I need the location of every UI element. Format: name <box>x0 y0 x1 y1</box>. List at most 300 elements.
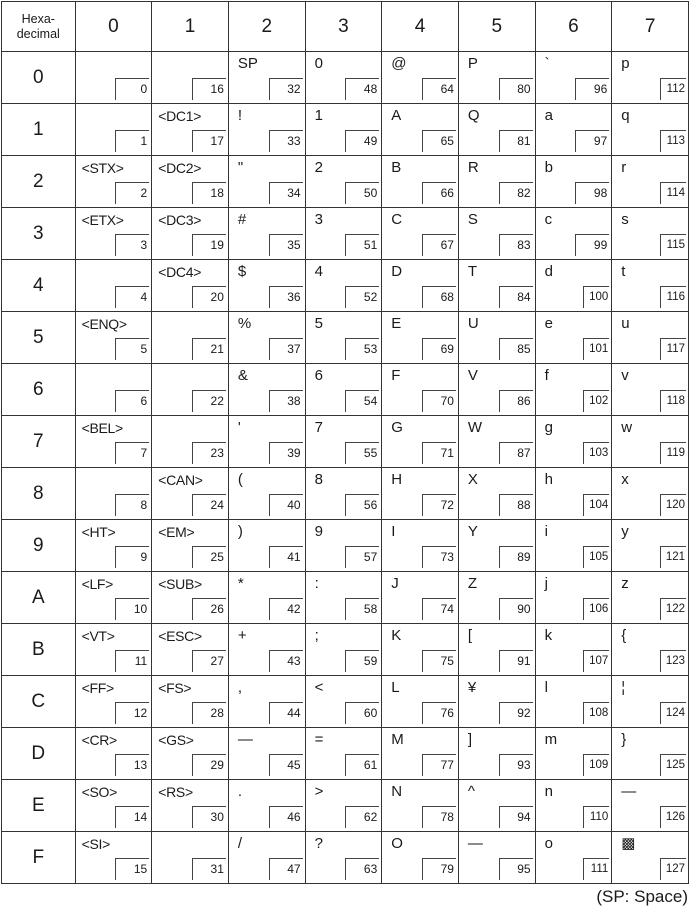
decimal-value: 75 <box>422 650 456 672</box>
decimal-value: 26 <box>192 598 226 620</box>
table-row <box>2 416 689 468</box>
character-label: = <box>314 731 324 748</box>
decimal-value: 103 <box>583 442 609 464</box>
table-body <box>2 52 689 884</box>
row-header: D <box>2 728 76 780</box>
character-label: D <box>391 263 403 280</box>
code-cell <box>612 468 689 520</box>
code-cell <box>228 624 305 676</box>
code-cell <box>75 728 152 780</box>
table-row <box>2 260 689 312</box>
character-label: <DC1> <box>158 108 202 124</box>
character-label: SP <box>237 55 258 72</box>
character-label: c <box>544 211 553 228</box>
character-label: k <box>544 627 553 644</box>
character-label: — <box>467 835 483 852</box>
decimal-value: 64 <box>422 78 456 100</box>
decimal-value: 6 <box>115 390 149 412</box>
character-label: <RS> <box>158 784 193 800</box>
row-header: 9 <box>2 520 76 572</box>
decimal-value: 7 <box>115 442 149 464</box>
decimal-value: 120 <box>660 494 686 516</box>
decimal-value: 122 <box>660 598 686 620</box>
decimal-value: 12 <box>115 702 149 724</box>
footnote: (SP: Space) <box>596 887 688 906</box>
character-label: ? <box>314 835 323 852</box>
character-label: <STX> <box>81 160 124 176</box>
character-label: <ETX> <box>81 212 124 228</box>
decimal-value: 52 <box>345 286 379 308</box>
character-label: l <box>544 679 548 696</box>
code-cell <box>382 780 459 832</box>
character-label: <VT> <box>81 628 115 644</box>
decimal-value: 92 <box>499 702 533 724</box>
character-label: 2 <box>314 159 323 176</box>
code-cell <box>458 416 535 468</box>
code-cell <box>152 208 229 260</box>
code-cell <box>305 728 382 780</box>
code-cell <box>382 208 459 260</box>
character-code-table <box>1 1 689 884</box>
code-cell <box>382 468 459 520</box>
character-label: Z <box>467 575 478 592</box>
code-cell <box>152 676 229 728</box>
character-label: G <box>391 419 403 436</box>
code-cell <box>75 832 152 884</box>
decimal-value: 31 <box>192 858 226 880</box>
decimal-value: 97 <box>575 130 609 152</box>
table-row <box>2 52 689 104</box>
code-cell <box>612 728 689 780</box>
decimal-value: 95 <box>499 858 533 880</box>
code-cell <box>152 364 229 416</box>
code-cell <box>382 520 459 572</box>
character-label: i <box>544 523 548 540</box>
code-cell <box>382 676 459 728</box>
row-header: A <box>2 572 76 624</box>
code-cell <box>75 416 152 468</box>
code-cell <box>228 52 305 104</box>
decimal-value: 110 <box>583 806 609 828</box>
decimal-value: 38 <box>269 390 303 412</box>
decimal-value: 111 <box>583 858 609 880</box>
code-cell <box>382 364 459 416</box>
character-label: z <box>621 575 629 592</box>
character-label: m <box>544 731 558 748</box>
character-label: ; <box>314 627 319 644</box>
character-label: <FS> <box>158 680 192 696</box>
character-label: <BEL> <box>81 420 123 436</box>
code-cell <box>305 208 382 260</box>
table-row <box>2 104 689 156</box>
code-cell <box>458 208 535 260</box>
table-row <box>2 208 689 260</box>
table-row <box>2 780 689 832</box>
code-cell <box>152 416 229 468</box>
decimal-value: 113 <box>660 130 686 152</box>
code-cell <box>382 52 459 104</box>
decimal-value: 57 <box>345 546 379 568</box>
code-cell <box>458 364 535 416</box>
decimal-value: 35 <box>269 234 303 256</box>
character-label: n <box>544 783 553 800</box>
code-cell <box>535 624 612 676</box>
character-label: P <box>467 55 478 72</box>
corner-line-1: Hexa- <box>21 11 55 26</box>
code-cell <box>458 468 535 520</box>
character-label: R <box>467 159 479 176</box>
character-label: ¦ <box>621 679 626 696</box>
character-label: & <box>237 367 248 384</box>
code-cell <box>305 156 382 208</box>
code-cell <box>305 832 382 884</box>
character-label: <ESC> <box>158 628 202 644</box>
character-label: ( <box>237 471 243 488</box>
decimal-value: 66 <box>422 182 456 204</box>
decimal-value: 78 <box>422 806 456 828</box>
character-label: 7 <box>314 419 323 436</box>
decimal-value: 2 <box>115 182 149 204</box>
code-cell <box>458 156 535 208</box>
decimal-value: 3 <box>115 234 149 256</box>
character-label: <CR> <box>81 732 117 748</box>
character-label: <SI> <box>81 836 110 852</box>
decimal-value: 98 <box>575 182 609 204</box>
code-cell <box>612 52 689 104</box>
decimal-value: 14 <box>115 806 149 828</box>
decimal-value: 76 <box>422 702 456 724</box>
decimal-value: 53 <box>345 338 379 360</box>
decimal-value: 86 <box>499 390 533 412</box>
code-cell <box>152 832 229 884</box>
decimal-value: 28 <box>192 702 226 724</box>
code-cell <box>75 572 152 624</box>
table-row <box>2 156 689 208</box>
character-label: V <box>467 367 478 384</box>
decimal-value: 23 <box>192 442 226 464</box>
character-label: T <box>467 263 478 280</box>
code-cell <box>382 312 459 364</box>
decimal-value: 104 <box>583 494 609 516</box>
decimal-value: 126 <box>660 806 686 828</box>
decimal-value: 24 <box>192 494 226 516</box>
code-cell <box>228 208 305 260</box>
character-label: v <box>621 367 629 384</box>
code-cell <box>75 104 152 156</box>
character-label: w <box>621 419 633 436</box>
code-cell <box>458 728 535 780</box>
decimal-value: 41 <box>269 546 303 568</box>
column-header: 5 <box>458 2 535 52</box>
column-header: 6 <box>535 2 612 52</box>
code-cell <box>228 832 305 884</box>
code-cell <box>305 780 382 832</box>
corner-line-2: decimal <box>16 26 60 41</box>
code-cell <box>535 780 612 832</box>
code-cell <box>612 832 689 884</box>
character-label: L <box>391 679 400 696</box>
decimal-value: 33 <box>269 130 303 152</box>
character-label: U <box>467 315 479 332</box>
character-label: — <box>237 731 253 748</box>
character-label: , <box>237 679 243 696</box>
code-cell <box>228 676 305 728</box>
row-header: 2 <box>2 156 76 208</box>
decimal-value: 123 <box>660 650 686 672</box>
code-cell <box>152 624 229 676</box>
code-cell <box>382 156 459 208</box>
code-cell <box>535 104 612 156</box>
code-cell <box>152 780 229 832</box>
decimal-value: 49 <box>345 130 379 152</box>
decimal-value: 67 <box>422 234 456 256</box>
decimal-value: 15 <box>115 858 149 880</box>
code-cell <box>458 572 535 624</box>
character-label: E <box>391 315 402 332</box>
character-label: + <box>237 627 247 644</box>
row-header: B <box>2 624 76 676</box>
row-header: 6 <box>2 364 76 416</box>
decimal-value: 102 <box>583 390 609 412</box>
character-label: I <box>391 523 396 540</box>
code-cell <box>458 520 535 572</box>
table-row <box>2 728 689 780</box>
character-label: ^ <box>467 783 475 800</box>
code-cell <box>535 52 612 104</box>
code-cell <box>228 364 305 416</box>
character-label: [ <box>467 627 473 644</box>
character-label: # <box>237 211 247 228</box>
character-label: h <box>544 471 553 488</box>
character-label: H <box>391 471 403 488</box>
decimal-value: 29 <box>192 754 226 776</box>
character-label: s <box>621 211 629 228</box>
character-label: b <box>544 159 553 176</box>
decimal-value: 99 <box>575 234 609 256</box>
decimal-value: 37 <box>269 338 303 360</box>
decimal-value: 109 <box>583 754 609 776</box>
character-label: : <box>314 575 319 592</box>
table-row <box>2 520 689 572</box>
table-row <box>2 572 689 624</box>
character-label: <SO> <box>81 784 117 800</box>
code-cell <box>305 520 382 572</box>
character-label: 6 <box>314 367 323 384</box>
character-label: N <box>391 783 403 800</box>
row-header: 4 <box>2 260 76 312</box>
decimal-value: 114 <box>660 182 686 204</box>
code-cell <box>535 728 612 780</box>
decimal-value: 80 <box>499 78 533 100</box>
code-cell <box>382 104 459 156</box>
decimal-value: 40 <box>269 494 303 516</box>
character-label: } <box>621 731 627 748</box>
code-cell <box>228 780 305 832</box>
table-row <box>2 624 689 676</box>
code-cell <box>612 676 689 728</box>
decimal-value: 60 <box>345 702 379 724</box>
code-cell <box>228 468 305 520</box>
decimal-value: 19 <box>192 234 226 256</box>
code-cell <box>305 52 382 104</box>
row-header: 5 <box>2 312 76 364</box>
decimal-value: 90 <box>499 598 533 620</box>
code-cell <box>535 416 612 468</box>
character-label: 9 <box>314 523 323 540</box>
character-label: <EM> <box>158 524 195 540</box>
code-cell <box>75 676 152 728</box>
character-label: A <box>391 107 402 124</box>
decimal-value: 20 <box>192 286 226 308</box>
character-label: f <box>544 367 549 384</box>
decimal-value: 88 <box>499 494 533 516</box>
character-label: u <box>621 315 630 332</box>
character-label: < <box>314 679 324 696</box>
decimal-value: 85 <box>499 338 533 360</box>
table-row <box>2 312 689 364</box>
decimal-value: 71 <box>422 442 456 464</box>
table-row <box>2 676 689 728</box>
character-label: g <box>544 419 553 436</box>
character-label: <GS> <box>158 732 194 748</box>
decimal-value: 1 <box>115 130 149 152</box>
character-label: x <box>621 471 629 488</box>
code-cell <box>305 572 382 624</box>
character-label: M <box>391 731 404 748</box>
character-label: * <box>237 575 244 592</box>
row-header: C <box>2 676 76 728</box>
code-cell <box>535 572 612 624</box>
decimal-value: 18 <box>192 182 226 204</box>
code-cell <box>228 572 305 624</box>
code-cell <box>458 832 535 884</box>
code-cell <box>612 364 689 416</box>
character-label: j <box>544 575 548 592</box>
character-label: Q <box>467 107 480 124</box>
character-label: % <box>237 315 252 332</box>
character-label: K <box>391 627 402 644</box>
decimal-value: 89 <box>499 546 533 568</box>
character-label: 5 <box>314 315 323 332</box>
character-label: ! <box>237 107 243 124</box>
character-label: ' <box>237 419 241 436</box>
code-cell <box>152 728 229 780</box>
code-cell <box>612 520 689 572</box>
decimal-value: 70 <box>422 390 456 412</box>
code-cell <box>152 312 229 364</box>
code-cell <box>75 208 152 260</box>
code-cell <box>458 104 535 156</box>
decimal-value: 22 <box>192 390 226 412</box>
code-cell <box>382 624 459 676</box>
table-row <box>2 364 689 416</box>
decimal-value: 39 <box>269 442 303 464</box>
decimal-value: 30 <box>192 806 226 828</box>
decimal-value: 106 <box>583 598 609 620</box>
decimal-value: 68 <box>422 286 456 308</box>
row-header: 1 <box>2 104 76 156</box>
decimal-value: 45 <box>269 754 303 776</box>
code-cell <box>152 520 229 572</box>
code-cell <box>75 260 152 312</box>
character-label: C <box>391 211 403 228</box>
character-label: o <box>544 835 553 852</box>
code-cell <box>382 728 459 780</box>
row-header: 0 <box>2 52 76 104</box>
code-cell <box>535 468 612 520</box>
code-cell <box>152 156 229 208</box>
code-cell <box>612 260 689 312</box>
code-cell <box>228 156 305 208</box>
code-cell <box>75 52 152 104</box>
character-label: B <box>391 159 402 176</box>
code-cell <box>458 676 535 728</box>
decimal-value: 100 <box>583 286 609 308</box>
decimal-value: 16 <box>192 78 226 100</box>
character-label: y <box>621 523 629 540</box>
decimal-value: 43 <box>269 650 303 672</box>
character-label: > <box>314 783 324 800</box>
code-cell <box>458 624 535 676</box>
code-cell <box>152 468 229 520</box>
character-label: <DC2> <box>158 160 202 176</box>
decimal-value: 112 <box>660 78 686 100</box>
character-label: / <box>237 835 243 852</box>
code-cell <box>612 208 689 260</box>
code-cell <box>535 208 612 260</box>
decimal-value: 125 <box>660 754 686 776</box>
decimal-value: 77 <box>422 754 456 776</box>
character-label: <LF> <box>81 576 114 592</box>
decimal-value: 42 <box>269 598 303 620</box>
code-cell <box>305 416 382 468</box>
character-label: <DC4> <box>158 264 202 280</box>
code-cell <box>458 780 535 832</box>
decimal-value: 21 <box>192 338 226 360</box>
character-label: ` <box>544 55 550 72</box>
code-cell <box>535 312 612 364</box>
character-label: q <box>621 107 630 124</box>
table-row <box>2 832 689 884</box>
code-cell <box>152 572 229 624</box>
decimal-value: 116 <box>660 286 686 308</box>
decimal-value: 34 <box>269 182 303 204</box>
character-label: d <box>544 263 553 280</box>
character-label: 8 <box>314 471 323 488</box>
row-header: 3 <box>2 208 76 260</box>
decimal-value: 50 <box>345 182 379 204</box>
decimal-value: 124 <box>660 702 686 724</box>
code-cell <box>75 312 152 364</box>
row-header: 7 <box>2 416 76 468</box>
code-cell <box>228 260 305 312</box>
column-header-row <box>2 2 689 52</box>
decimal-value: 54 <box>345 390 379 412</box>
column-header: 3 <box>305 2 382 52</box>
character-label: ¥ <box>467 679 477 696</box>
code-cell <box>612 156 689 208</box>
character-label: @ <box>391 55 407 72</box>
decimal-value: 55 <box>345 442 379 464</box>
character-label: <CAN> <box>158 472 203 488</box>
decimal-value: 11 <box>115 650 149 672</box>
decimal-value: 107 <box>583 650 609 672</box>
row-header: E <box>2 780 76 832</box>
code-cell <box>305 260 382 312</box>
decimal-value: 82 <box>499 182 533 204</box>
character-label: ▩ <box>621 835 636 852</box>
decimal-value: 69 <box>422 338 456 360</box>
